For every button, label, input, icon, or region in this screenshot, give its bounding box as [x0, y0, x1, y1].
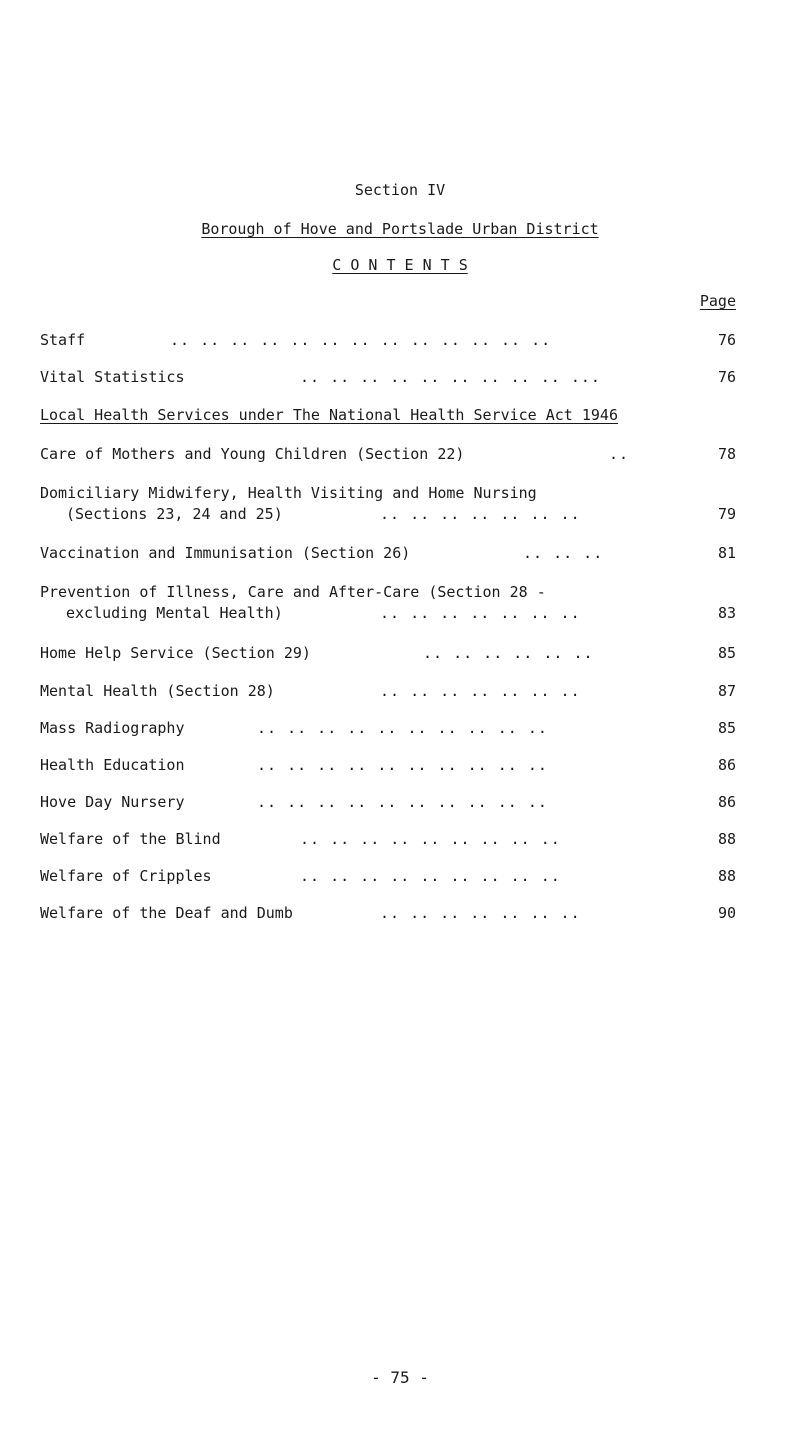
entry-page-number: 78	[717, 445, 736, 463]
entry-label: Mental Health (Section 28)	[40, 682, 275, 700]
entry-page-number: 88	[717, 867, 736, 885]
entry-leader-dots: .. .. .. .. .. .. .. .. .. ...	[300, 368, 601, 386]
contents-heading: C O N T E N T S	[332, 256, 468, 274]
entry-leader-dots: ..	[609, 445, 630, 463]
entry-label: excluding Mental Health)	[66, 604, 283, 622]
entry-label: Mass Radiography	[40, 719, 185, 737]
page-number-footer: - 75 -	[371, 1368, 429, 1387]
entry-page-number: 79	[717, 505, 736, 523]
entry-page-number: 87	[717, 682, 736, 700]
entry-page-number: 85	[717, 719, 736, 737]
entry-label: Welfare of the Deaf and Dumb	[40, 904, 293, 922]
page-column-heading: Page	[699, 292, 736, 310]
entry-page-number: 88	[717, 830, 736, 848]
entry-label: Staff	[40, 331, 86, 349]
district-title: Borough of Hove and Portslade Urban District	[201, 220, 599, 238]
entry-leader-dots: .. .. .. .. .. .. .. .. .. .. .. .. ..	[170, 331, 552, 349]
entry-label: Welfare of the Blind	[40, 830, 221, 848]
entry-leader-dots: .. .. .. .. .. .. .. .. .. ..	[257, 793, 548, 811]
entry-leader-dots: .. .. .. .. .. .. ..	[380, 682, 581, 700]
entry-leader-dots: .. .. .. .. .. .. ..	[380, 604, 581, 622]
entry-label: Vital Statistics	[40, 368, 185, 386]
entry-label: Prevention of Illness, Care and After-Care (Section 28 -	[40, 583, 546, 601]
entry-label: Care of Mothers and Young Children (Section 22)	[40, 445, 465, 463]
entry-label: Hove Day Nursery	[40, 793, 185, 811]
entry-label: Welfare of Cripples	[40, 867, 212, 885]
entry-leader-dots: .. .. .. .. .. .. .. .. .. ..	[257, 719, 548, 737]
entry-label: Domiciliary Midwifery, Health Visiting and Home Nursing	[40, 484, 537, 502]
section-subheading: Local Health Services under The National Health Service Act 1946	[40, 406, 618, 424]
section-title: Section IV	[354, 181, 446, 199]
entry-leader-dots: .. .. .. .. .. .. .. .. ..	[300, 830, 561, 848]
entry-page-number: 76	[717, 368, 736, 386]
entry-page-number: 76	[717, 331, 736, 349]
entry-page-number: 86	[717, 793, 736, 811]
entry-page-number: 83	[717, 604, 736, 622]
entry-label: Home Help Service (Section 29)	[40, 644, 311, 662]
entry-page-number: 81	[717, 544, 736, 562]
entry-label: Vaccination and Immunisation (Section 26)	[40, 544, 411, 562]
entry-page-number: 90	[717, 904, 736, 922]
entry-leader-dots: .. .. .. .. .. .. ..	[380, 904, 581, 922]
entry-leader-dots: .. .. ..	[523, 544, 604, 562]
entry-label: (Sections 23, 24 and 25)	[66, 505, 283, 523]
entry-leader-dots: .. .. .. .. .. .. .. .. ..	[300, 867, 561, 885]
entry-leader-dots: .. .. .. .. .. .. ..	[380, 505, 581, 523]
entry-leader-dots: .. .. .. .. .. .. .. .. .. ..	[257, 756, 548, 774]
entry-page-number: 86	[717, 756, 736, 774]
entry-leader-dots: .. .. .. .. .. ..	[423, 644, 594, 662]
entry-label: Health Education	[40, 756, 185, 774]
entry-page-number: 85	[717, 644, 736, 662]
